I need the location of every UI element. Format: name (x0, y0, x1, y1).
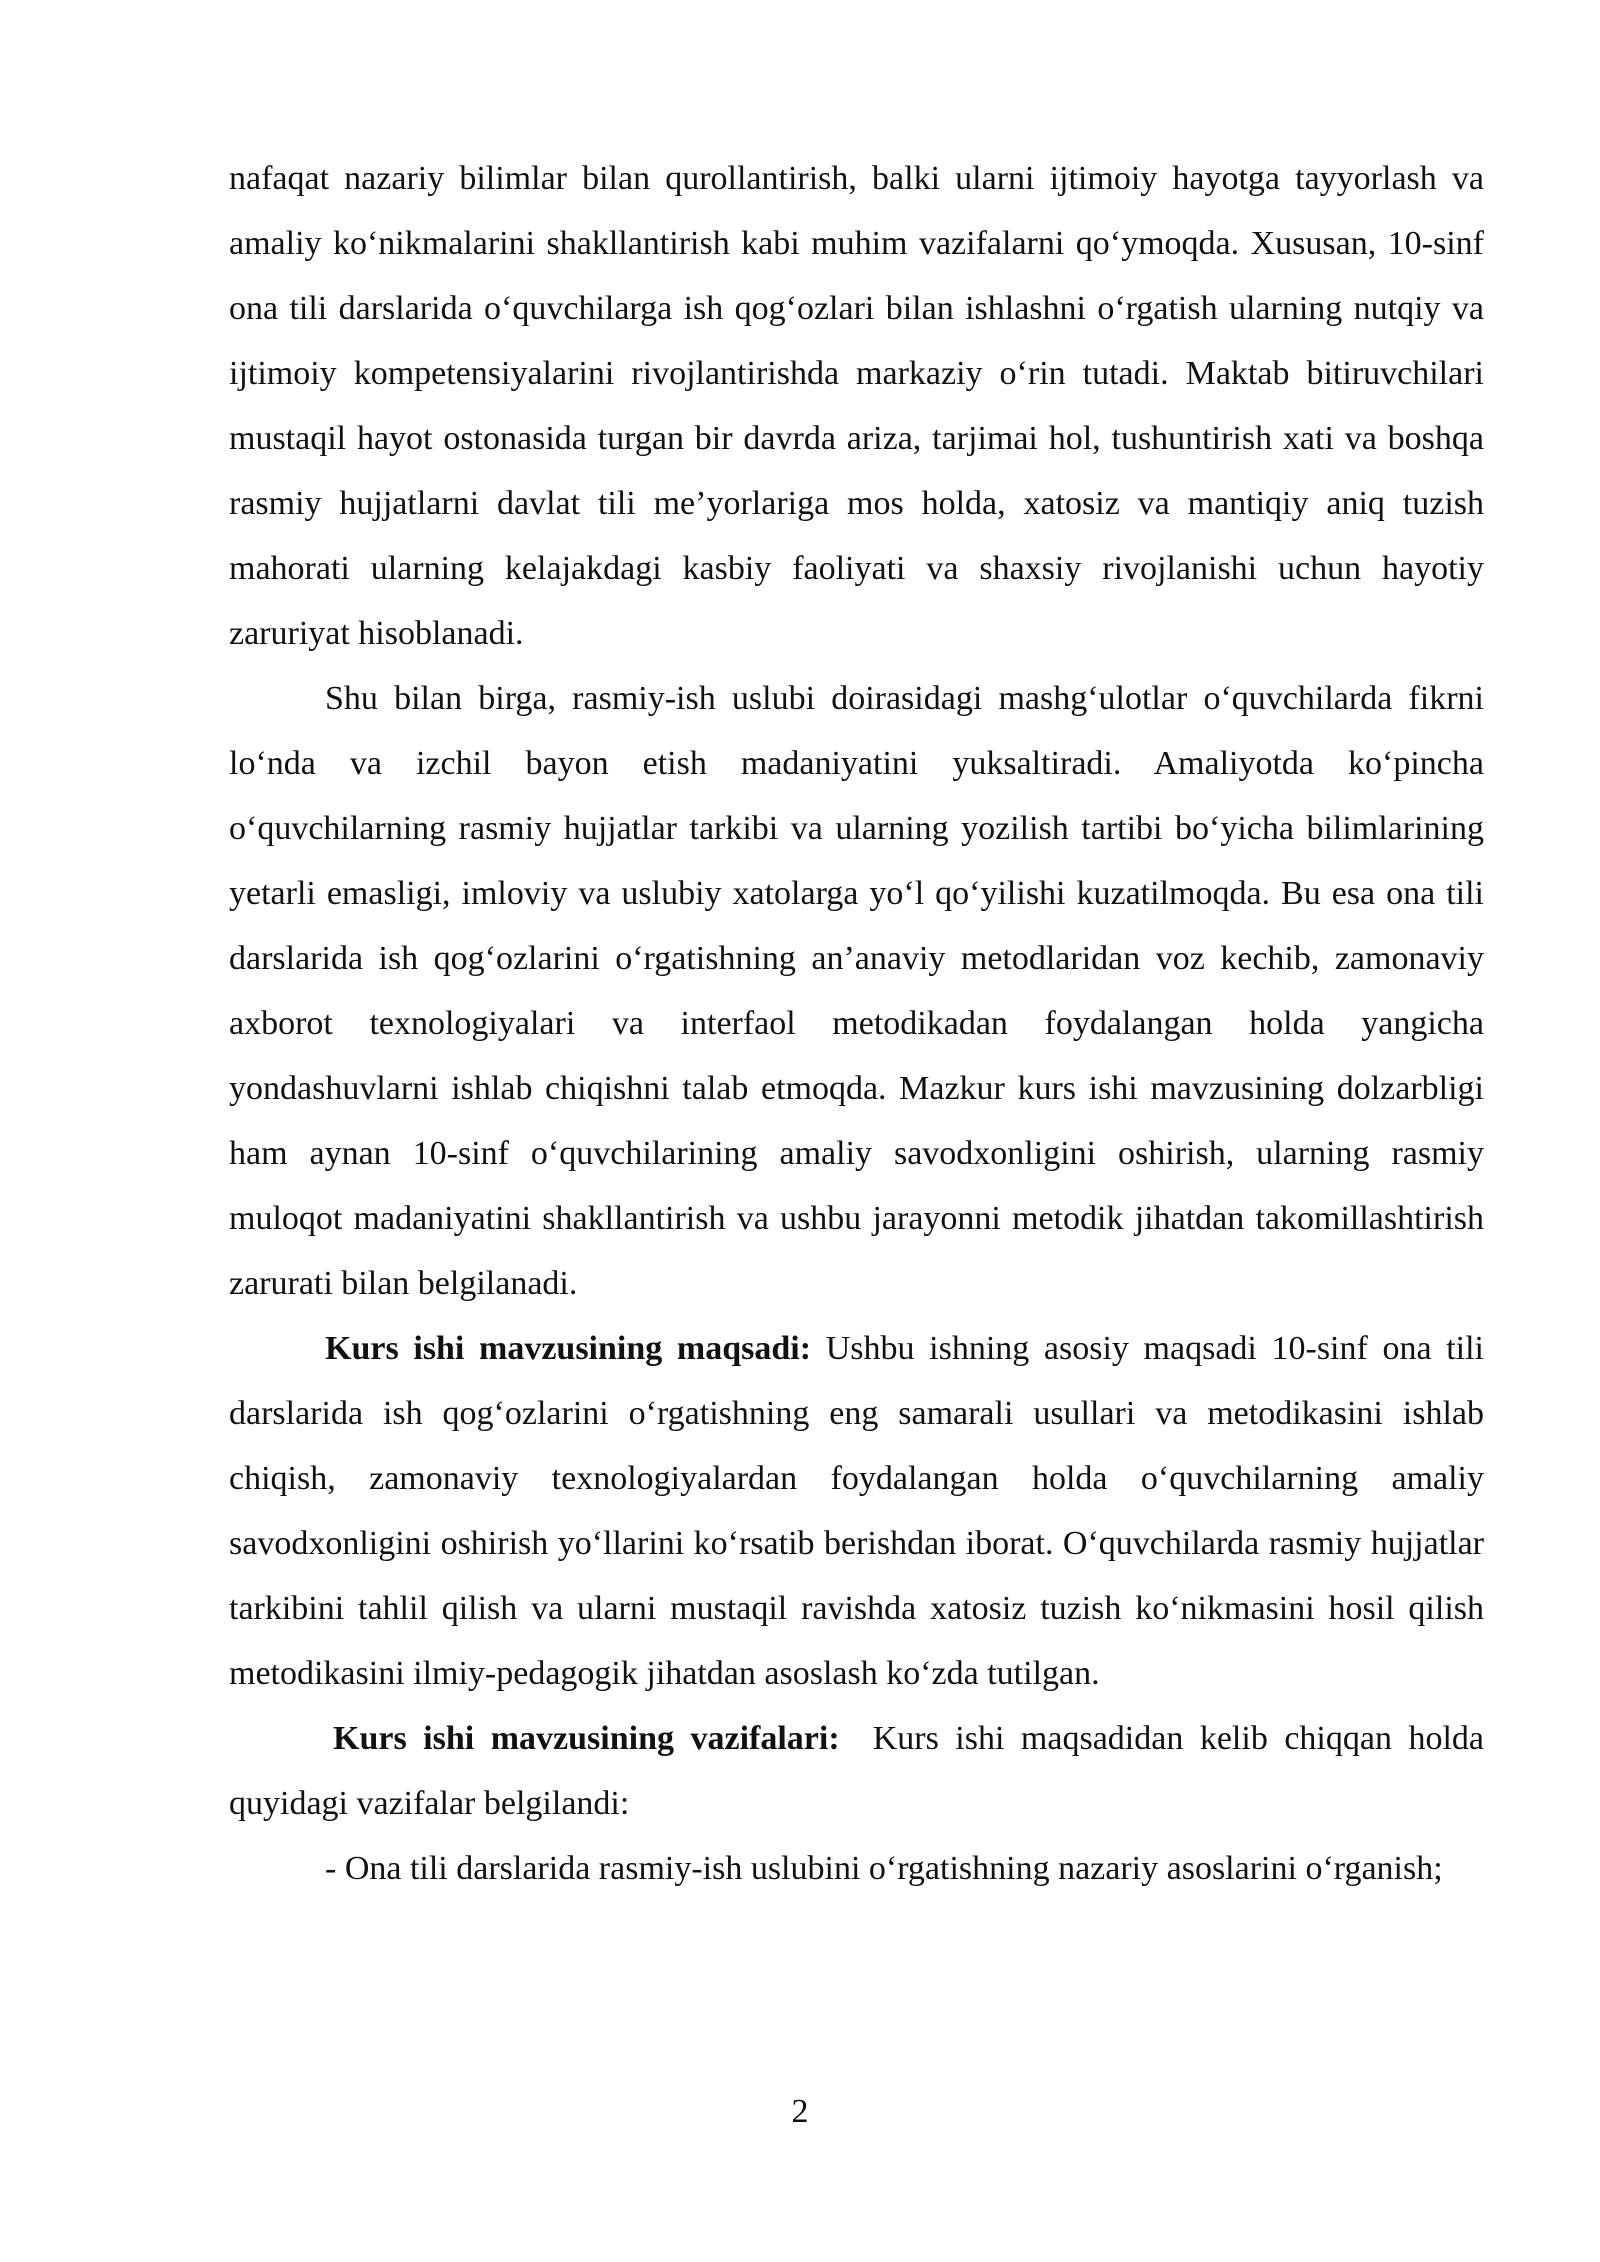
paragraph-relevance: Shu bilan birga, rasmiy-ish uslubi doirasidagi mashg‘ulotlar o‘quvchilarda fikrni lo‘nda va izchil bayon etish madaniyatini yuksaltiradi. Amaliyotda ko‘pincha o‘quvchilarning rasmiy hujjatlar tarkibi va ularning yozilish tartibi bo‘yicha bilimlarining yetarli emasligi, imloviy va uslubiy xatolarga yo‘l qo‘yilishi kuzatilmoqda. Bu esa ona tili darslarida ish qog‘ozlarini o‘rgatishning an’anaviy metodlaridan voz kechib, zamonaviy axborot texnologiyalari va interfaol metodikadan foydalangan holda yangicha yondashuvlarni ishlab chiqishni talab etmoqda. Mazkur kurs ishi mavzusining dolzarbligi ham aynan 10-sinf o‘quvchilarining amaliy savodxonligini oshirish, ularning rasmiy muloqot madaniyatini shakllantirish va ushbu jarayonni metodik jihatdan takomillashtirish zarurati bilan belgilanadi. (229, 680, 1484, 1302)
goal-heading: Kurs ishi mavzusining maqsadi: (325, 1330, 812, 1367)
list-item-task-1: - Ona tili darslarida rasmiy-ish uslubini o‘rgatishning nazariy asoslarini o‘rganish; (325, 1850, 1443, 1887)
tasks-text: Kurs ishi maqsadidan kelib chiqqan holda quyidagi vazifalar belgilandi: (229, 1720, 1493, 1822)
tasks-heading: Kurs ishi mavzusining vazifalari: (333, 1720, 840, 1757)
document-page (229, 146, 1493, 1901)
paragraph-goal (229, 1316, 1484, 1706)
goal-text: Ushbu ishning asosiy maqsadi 10-sinf ona tili darslarida ish qog‘ozlarini o‘rgatishning eng samarali usullari va metodikasini ishlab chiqish, zamonaviy texnologiyalardan foydalangan holda o‘quvchilarning amaliy savodxonligini oshirish yo‘llarini ko‘rsatib berishdan iborat. O‘quvchilarda rasmiy hujjatlar tarkibini tahlil qilish va ularni mustaqil ravishda xatosiz tuzish ko‘nikmasini hosil qilish metodikasini ilmiy-pedagogik jihatdan asoslash ko‘zda tutilgan. (229, 1330, 1484, 1692)
paragraph-intro-continuation: nafaqat nazariy bilimlar bilan qurollantirish, balki ularni ijtimoiy hayotga tayyorlash va amaliy ko‘nikmalarini shakllantirish kabi muhim vazifalarni qo‘ymoqda. Xususan, 10-sinf ona tili darslarida o‘quvchilarga ish qog‘ozlari bilan ishlashni o‘rgatish ularning nutqiy va ijtimoiy kompetensiyalarini rivojlantirishda markaziy o‘rin tutadi. Maktab bitiruvchilari mustaqil hayot ostonasida turgan bir davrda ariza, tarjimai hol, tushuntirish xati va boshqa rasmiy hujjatlarni davlat tili me’yorlariga mos holda, xatosiz va mantiqiy aniq tuzish mahorati ularning kelajakdagi kasbiy faoliyati va shaxsiy rivojlanishi uchun hayotiy zaruriyat hisoblanadi. (229, 160, 1484, 652)
paragraph-tasks (229, 1706, 1493, 1836)
page-number: 2 (791, 2093, 809, 2130)
